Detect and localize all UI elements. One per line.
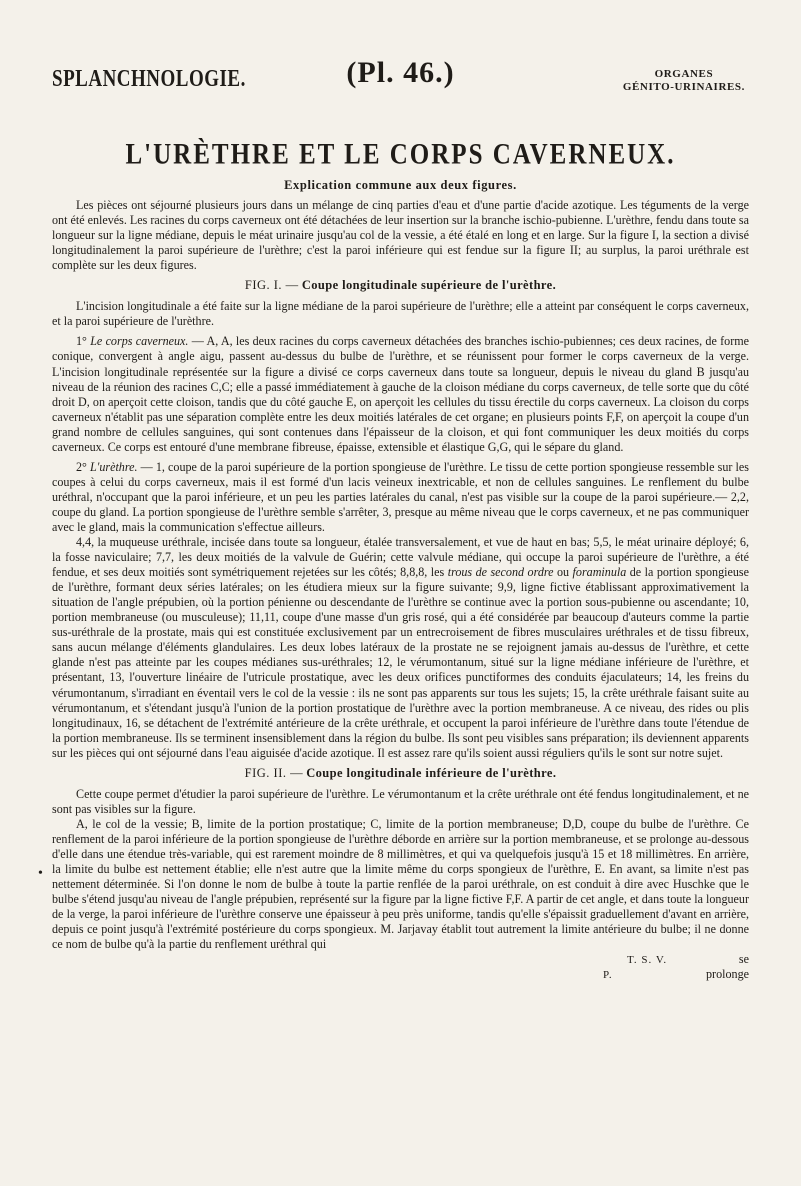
- page-title: L'URÈTHRE ET LE CORPS CAVERNEUX.: [125, 138, 676, 171]
- figure-1-heading: [52, 278, 749, 293]
- organ-heading-line2: GÉNITO-URINAIRES.: [622, 81, 745, 93]
- item-text: — 1, coupe de la paroi supérieure de la portion spongieuse de l'urèthre. Le tissu de cette portion spongieuse ressemble sur les coupes à celui du corps caverneux, mais il est formé d'un lacis veineux inextricable, et non de cellules sanguines. Le renflement du bulbe uréthral, n'occupant que la paroi inférieure, et un peu les parties latérales du canal, n'est pas visible sur la coupe de la paroi supérieure.— 2,2, coupe du gland. La portion spongieuse de l'urèthre semble s'arrêter, 3, presque au même niveau que le corps caverneux, et ne pas communiquer avec le gland, mais la communication s'effectue ailleurs.: [52, 459, 749, 534]
- running-header: [52, 54, 749, 102]
- figure-2-title: Coupe longitudinale inférieure de l'urèthre.: [306, 765, 557, 780]
- figure-1-title: Coupe longitudinale supérieure de l'urèthre.: [301, 278, 557, 293]
- text-emphasis: trous de second ordre: [447, 565, 554, 580]
- item-heading: Le corps caverneux.: [90, 334, 189, 349]
- section-heading: SPLANCHNOLOGIE.: [52, 66, 246, 93]
- figure-1-urethre: [52, 460, 749, 535]
- text-run: ou: [553, 565, 573, 580]
- figure-2-paragraph-1: Cette coupe permet d'étudier la paroi supérieure de l'urèthre. Le vérumontanum et la crête uréthrale ont été fendus longitudinalement, et ne sont pas visibles sur la figure.: [52, 786, 749, 816]
- text-body: [52, 178, 749, 983]
- figure-2-heading: [52, 766, 749, 781]
- common-explanation-heading: Explication commune aux deux figures.: [284, 178, 517, 192]
- plate-number: (Pl. 46.): [346, 56, 455, 89]
- margin-dot: •: [38, 866, 43, 881]
- figure-1-corps-caverneux: [52, 334, 749, 454]
- item-number: 1°: [76, 334, 87, 349]
- item-text: — A, A, les deux racines du corps caverneux détachées des branches ischio-pubiennes; ces deux racines, de forme conique, convergent à angle aigu, passent au-dessus du bulbe de l'urèthre, et se réunissent pour former le corps caverneux de la verge. L'incision longitudinale représentée sur la figure a divisé ce corps caverneux dans toute sa longueur, depuis le niveau du gland B jusqu'au niveau de la réunion des racines C,C; elle a passé immédiatement à gauche de la cloison médiane du corps caverneux, de telle sorte que du côté droit D, on aperçoit cette cloison, tandis que du côté gauche E, on aperçoit les cellules du tissu érectile du corps caverneux. La cloison du corps caverneux n'établit pas une séparation complète entre les deux moitiés latérales de cet organe; en plusieurs points F,F, on aperçoit la coupe d'un grand nombre de cellules sanguines, qui sont contenues dans l'épaisseur de la cloison, et qui font communiquer les deux moitiés du corps caverneux. Ce corps est entouré d'une membrane fibreuse, épaisse, extensible et élastique G,G, qui le sépare du gland.: [52, 334, 749, 454]
- organ-heading-line1: ORGANES: [654, 68, 714, 80]
- figure-1-paragraph-1: L'incision longitudinale a été faite sur la ligne médiane de la paroi supérieure de l'urèthre; elle a atteint par conséquent le corps caverneux, et la paroi supérieure de l'urèthre.: [52, 299, 749, 329]
- figure-1-muqueuse: [52, 535, 749, 761]
- text-run: de la portion spongieuse de l'urèthre, formant deux séries latérales; on les étudiera mieux sur la figure suivante; 9,9, ligne fictive établissant approximativement la situation de l'angle prépubien, où la portion pénienne ou descendante de l'urèthre se continue avec la portion sous-pubienne ou ascendante; 10, portion membraneuse (ou musculeuse); 11,11, coupe d'une masse d'un gris rosé, qui a été considérée par beaucoup d'auteurs comme la partie sus-uréthrale de la prostate, mais qui est constituée exclusivement par un entrecroisement de fibres musculaires uréthrales et de tissu fibreux, sans aucun mélange d'éléments glandulaires. Les deux lobes latéraux de la prostate ne se rejoignent jamais au-dessus de l'urèthre, et cette glande n'est pas atteinte par les coupes médianes sus-uréthrales; 12, le vérumontanum, situé sur la ligne médiane inférieure de l'urèthre, et présentant, 13, l'ouverture linéaire de l'utricule prostatique, avec les deux orifices punctiformes des conduits éjaculateurs; 14, les freins du vérumontanum, s'irradiant en éventail vers le col de la vessie : ils ne sont pas apparents sur tous les sujets; 15, la crête uréthrale faisant suite au vérumontanum, et s'étendant jusqu'à l'union de la portion prostatique de l'urèthre avec la portion membraneuse. A ce niveau, des rides ou plis longitudinaux, 16, se détachent de l'extrémité antérieure de la crête uréthrale, et occupent la paroi inférieure de l'urèthre dans toute l'étendue de la portion membraneuse. Ils se terminent insensiblement dans la région du bulbe. Ils sont peu visibles sans préparation; ils deviennent apparents sur les pièces qui ont séjourné dans l'eau aiguisée d'acide azotique. Il est assez rare qu'ils soient aussi réguliers qu'ils le sont sur notre sujet.: [52, 565, 749, 760]
- figure-2-label: FIG. II. —: [244, 765, 304, 780]
- catchword: se prolonge: [706, 952, 749, 982]
- item-number: 2°: [76, 459, 87, 474]
- figure-1-label: FIG. I. —: [244, 278, 299, 293]
- organ-heading: [623, 68, 745, 94]
- text-run: 4,4, la muqueuse uréthrale, incisée dans toute sa longueur, étalée transversalement, et vue de haut en bas; 5,5, le méat urinaire déployé; 6, la fosse naviculaire; 7,7, les deux moitiés de la valvule de Guérin; cette valvule médiane, qui occupe la paroi supérieure de l'urèthre, a été fendue, et ses deux moitiés sont symétriquement rejetées sur les côtés; 8,8,8, les: [52, 535, 749, 580]
- figure-2-paragraph-2: A, le col de la vessie; B, limite de la portion prostatique; C, limite de la portion membraneuse; D,D, coupe du bulbe de l'urèthre. Ce renflement de la paroi inférieure de la portion spongieuse de l'urèthre déborde en arrière sur la portion membraneuse, et se prolonge au-dessous d'elle dans une étendue très-variable, qui est rarement moindre de 8 millimètres, et qui va quelquefois jusqu'à 15 et 18 millimètres. En arrière, la limite du bulbe est nettement établie; elle n'est autre que la limite même du corps spongieux de l'urèthre, E. En avant, sa limite n'est pas nettement déterminée. Si l'on donne le nom de bulbe à toute la partie renflée de la paroi uréthrale, on est conduit à dire avec Huschke que le bulbe s'étend jusqu'au niveau de l'angle prépubien, représenté sur la figure par la ligne fictive F,F. A partir de cet angle, et dans toute la longueur de la verge, la paroi inférieure de l'urèthre conserve une épaisseur à peu près uniforme, tandis qu'elle s'épaissit graduellement d'avant en arrière, depuis ce point jusqu'à l'extrémité postérieure du corps spongieux. M. Jarjavay établit tout autrement la limite antérieure du bulbe; il ne donne ce nom de bulbe qu'à la partie du renflement uréthral qui: [52, 816, 749, 952]
- item-heading: L'urèthre.: [90, 459, 138, 474]
- turn-over-mark: T. S. V. P.: [603, 954, 668, 982]
- intro-paragraph: Les pièces ont séjourné plusieurs jours dans un mélange de cinq parties d'eau et d'une partie d'acide azotique. Les téguments de la verge ont été enlevés. Les racines du corps caverneux ont été détachées de leur insertion sur la branche ischio-pubienne. L'urèthre, fendu dans toute sa longueur sur la ligne médiane, depuis le méat urinaire jusqu'au col de la vessie, a été étalé en long et en large. Sur la figure I, la section a divisé longitudinalement la paroi supérieure de l'urèthre; c'est la paroi inférieure qui est fendue sur la figure II; au surplus, la paroi uréthrale est complète sur les deux figures.: [52, 198, 749, 273]
- text-emphasis: foraminula: [572, 565, 627, 580]
- page-footer-line: [52, 952, 749, 983]
